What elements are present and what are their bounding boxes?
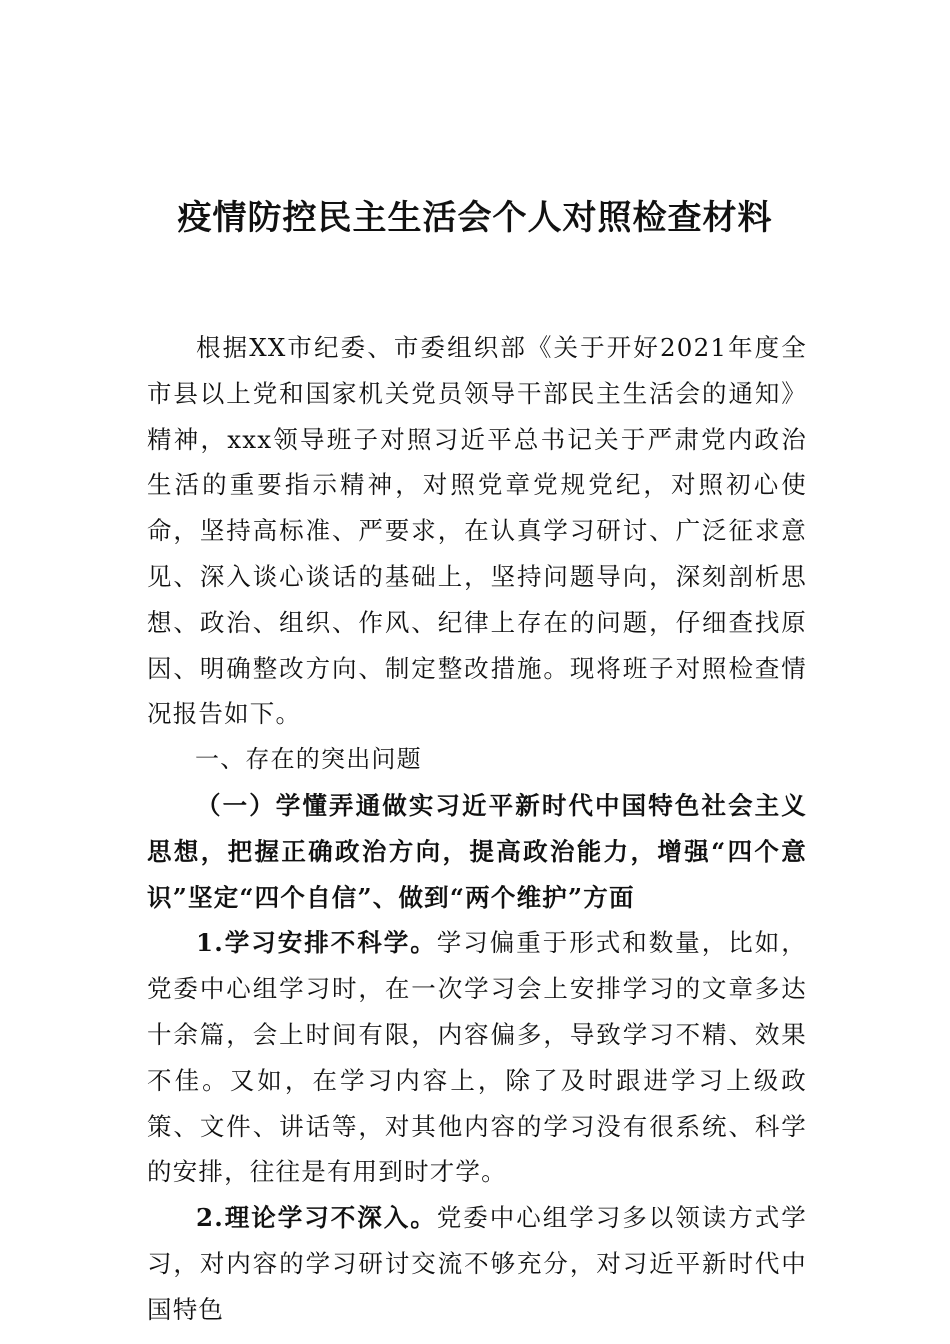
- item-paragraph-1: [147, 920, 807, 1195]
- subsection-heading-1: （一）学懂弄通做实习近平新时代中国特色社会主义思想，把握正确政治方向，提高政治能力，增强“四个意识”坚定“四个自信”、做到“两个维护”方面: [147, 790, 807, 912]
- intro-paragraph: 根据XX市纪委、市委组织部《关于开好2021年度全市县以上党和国家机关党员领导干部民主生活会的通知》精神，xxx领导班子对照习近平总书记关于严肃党内政治生活的重要指示精神，对照党章党规党纪，对照初心使命，坚持高标准、严要求，在认真学习研讨、广泛征求意见、深入谈心谈话的基础上，坚持问题导向，深刻剖析思想、政治、组织、作风、纪律上存在的问题，仔细查找原因、明确整改方向、制定整改措施。现将班子对照检查情况报告如下。: [147, 333, 807, 729]
- document-body: [147, 325, 807, 1333]
- document-title: 疫情防控民主生活会个人对照检查材料: [177, 198, 773, 238]
- item-lead-2: 2.理论学习不深入。: [196, 1203, 437, 1233]
- section-heading-problems: 一、存在的突出问题: [195, 745, 422, 774]
- item-text-1: 学习偏重于形式和数量，比如，党委中心组学习时，在一次学习会上安排学习的文章多达十余篇，会上时间有限，内容偏多，导致学习不精、效果不佳。又如，在学习内容上，除了及时跟进学习上级政策、文件、讲话等，对其他内容的学习没有很系统、科学的安排，往往是有用到时才学。: [147, 928, 807, 1187]
- item-paragraph-2: [147, 1195, 807, 1332]
- item-text-2: 党委中心组学习多以领读方式学习，对内容的学习研讨交流不够充分，对习近平新时代中国特色: [147, 1203, 807, 1324]
- item-lead-1: 1.学习安排不科学。: [196, 928, 437, 958]
